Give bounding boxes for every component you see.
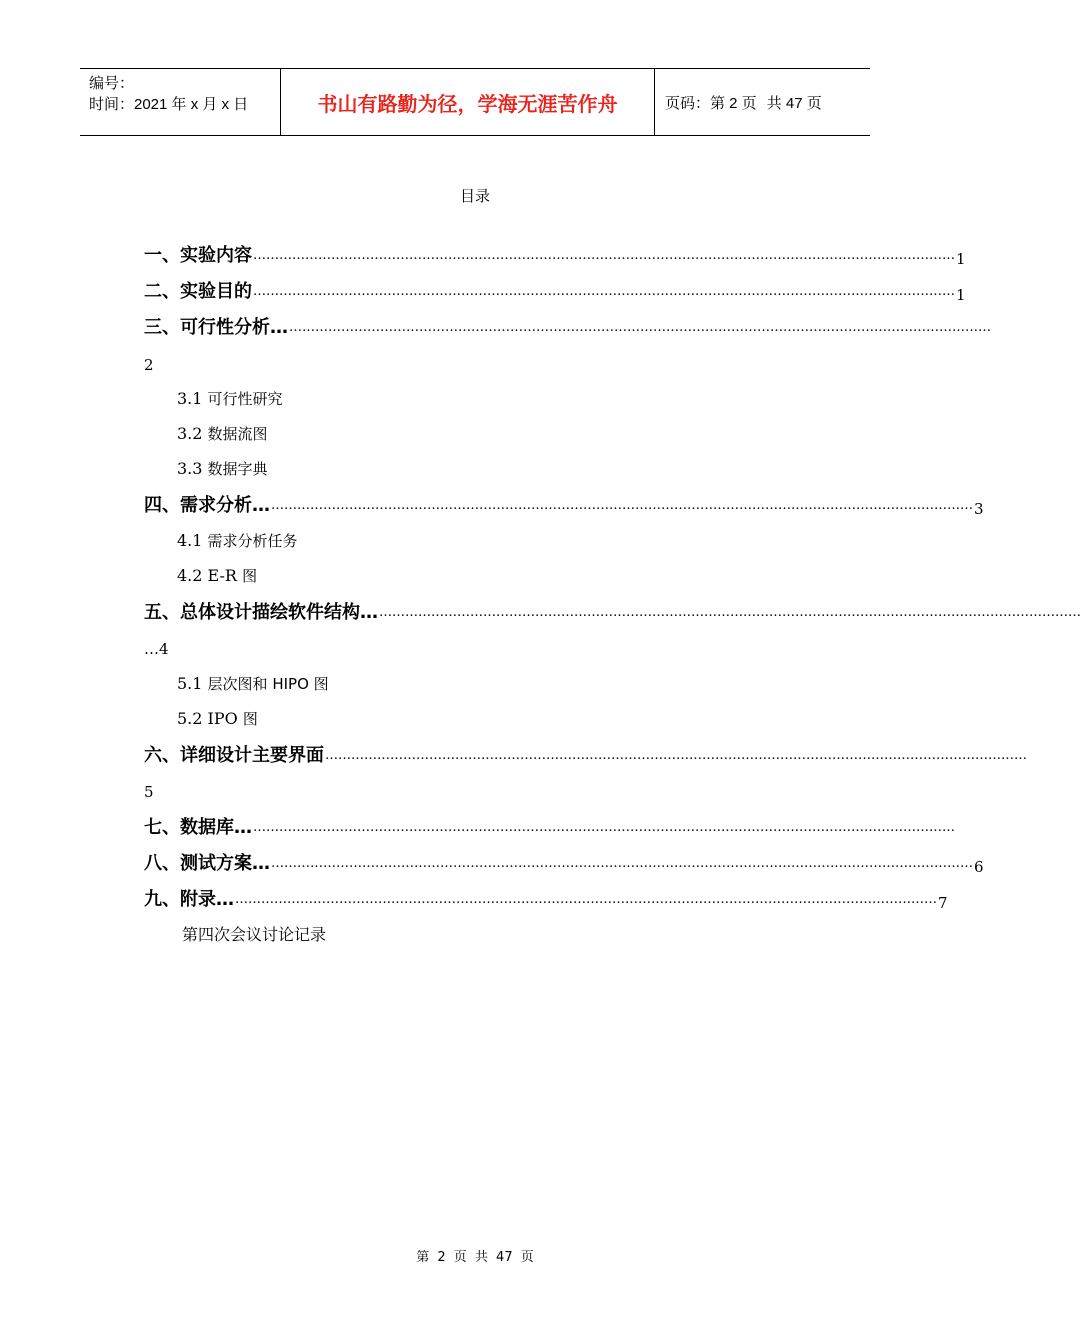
toc-entry-3[interactable] [144,315,991,341]
toc-sub-text: 层次图和 HIPO 图 [207,675,329,693]
toc-sub-text: 数据字典 [207,460,268,478]
toc-leader-dots: ……………………………………………………………………………………………………………………………………………… [325,748,1027,763]
toc-sub-number: 4.2 E-R [177,566,237,585]
toc-entry-page: 3 [974,500,984,518]
header-page-info [655,69,870,135]
toc-entry-page: 7 [938,894,948,912]
toc-sub-text: 图 [242,567,258,585]
toc-entry-6-page: 5 [144,783,154,801]
toc-leader-dots: ……………………………………………………………………………………………………………………………………………… [253,284,955,299]
toc-entry-5[interactable] [144,600,1081,626]
toc-sub-number: 4.1 [177,531,203,550]
toc-entry-label: 八、测试方案… [144,853,270,874]
toc-entry-8[interactable] [144,851,984,877]
toc-leader-dots: ……………………………………………………………………………………………………………………………………………… [379,605,1081,620]
toc-leader-dots: ……………………………………………………………………………………………………………………………………………… [235,892,937,907]
toc-sub-text: 数据流图 [207,425,268,443]
number-label: 编号： [89,75,135,92]
toc-entry-label: 七、数据库… [144,817,252,838]
toc-entry-label: 三、可行性分析… [144,317,288,338]
toc-sub-number: 5.1 [177,674,203,693]
toc-entry-page: 6 [974,858,984,876]
toc-sub-3-1[interactable] [177,388,283,410]
toc-sub-4-2[interactable] [177,565,257,587]
toc-sub-text: 图 [242,710,258,728]
toc-entry-6[interactable] [144,743,1027,769]
toc-note: 第四次会议讨论记录 [182,925,327,944]
toc-leader-dots: ……………………………………………………………………………………………………………………………………………… [271,856,973,871]
toc-entry-page: 1 [956,250,966,268]
toc-entry-label: 四、需求分析… [144,495,270,516]
toc-entry-label: 九、附录… [144,889,234,910]
toc-sub-number: 5.2 IPO [177,709,238,728]
toc-sub-3-3[interactable] [177,458,268,480]
toc-entry-2[interactable] [144,279,966,305]
toc-sub-text: 可行性研究 [207,390,283,408]
toc-leader-dots: ……………………………………………………………………………………………………………………………………………… [289,320,991,335]
toc-sub-number: 3.1 [177,389,203,408]
toc-entry-1[interactable] [144,243,966,269]
toc-sub-5-1[interactable] [177,673,329,695]
toc-sub-3-2[interactable] [177,423,268,445]
toc-entry-label: 一、实验内容 [144,245,252,266]
toc-sub-text: 需求分析任务 [207,532,298,550]
page-info-current: 页码：第 2 页 [665,94,757,112]
document-header [80,68,870,136]
header-motto: 书山有路勤为径，学海无涯苦作舟 [281,69,655,135]
toc-entry-5-page: …4 [144,640,169,658]
toc-sub-5-2[interactable] [177,708,258,730]
toc-entry-4[interactable] [144,493,984,519]
time-label: 时间：2021 年 x 月 x 日 [89,96,249,113]
toc-entry-page: 1 [956,286,966,304]
page-info-total: 共 47 页 [766,94,822,112]
toc-sub-4-1[interactable] [177,530,298,552]
toc-entry-3-page: 2 [144,356,154,374]
toc-entry-7[interactable] [144,815,955,841]
toc-title: 目录 [459,187,490,205]
header-meta [80,69,281,135]
toc-leader-dots: ……………………………………………………………………………………………………………………………………………… [271,498,973,513]
toc-sub-number: 3.2 [177,424,203,443]
toc-leader-dots: ……………………………………………………………………………………………………………………………………………… [253,820,955,835]
toc-leader-dots: ……………………………………………………………………………………………………………………………………………… [253,248,955,263]
toc-sub-number: 3.3 [177,459,203,478]
toc-entry-label: 五、总体设计描绘软件结构… [144,602,378,623]
toc-entry-label: 六、详细设计主要界面 [144,745,324,766]
page-footer: 第 2 页 共 47 页 [416,1250,534,1265]
toc-entry-9[interactable] [144,887,948,913]
toc-entry-label: 二、实验目的 [144,281,252,302]
